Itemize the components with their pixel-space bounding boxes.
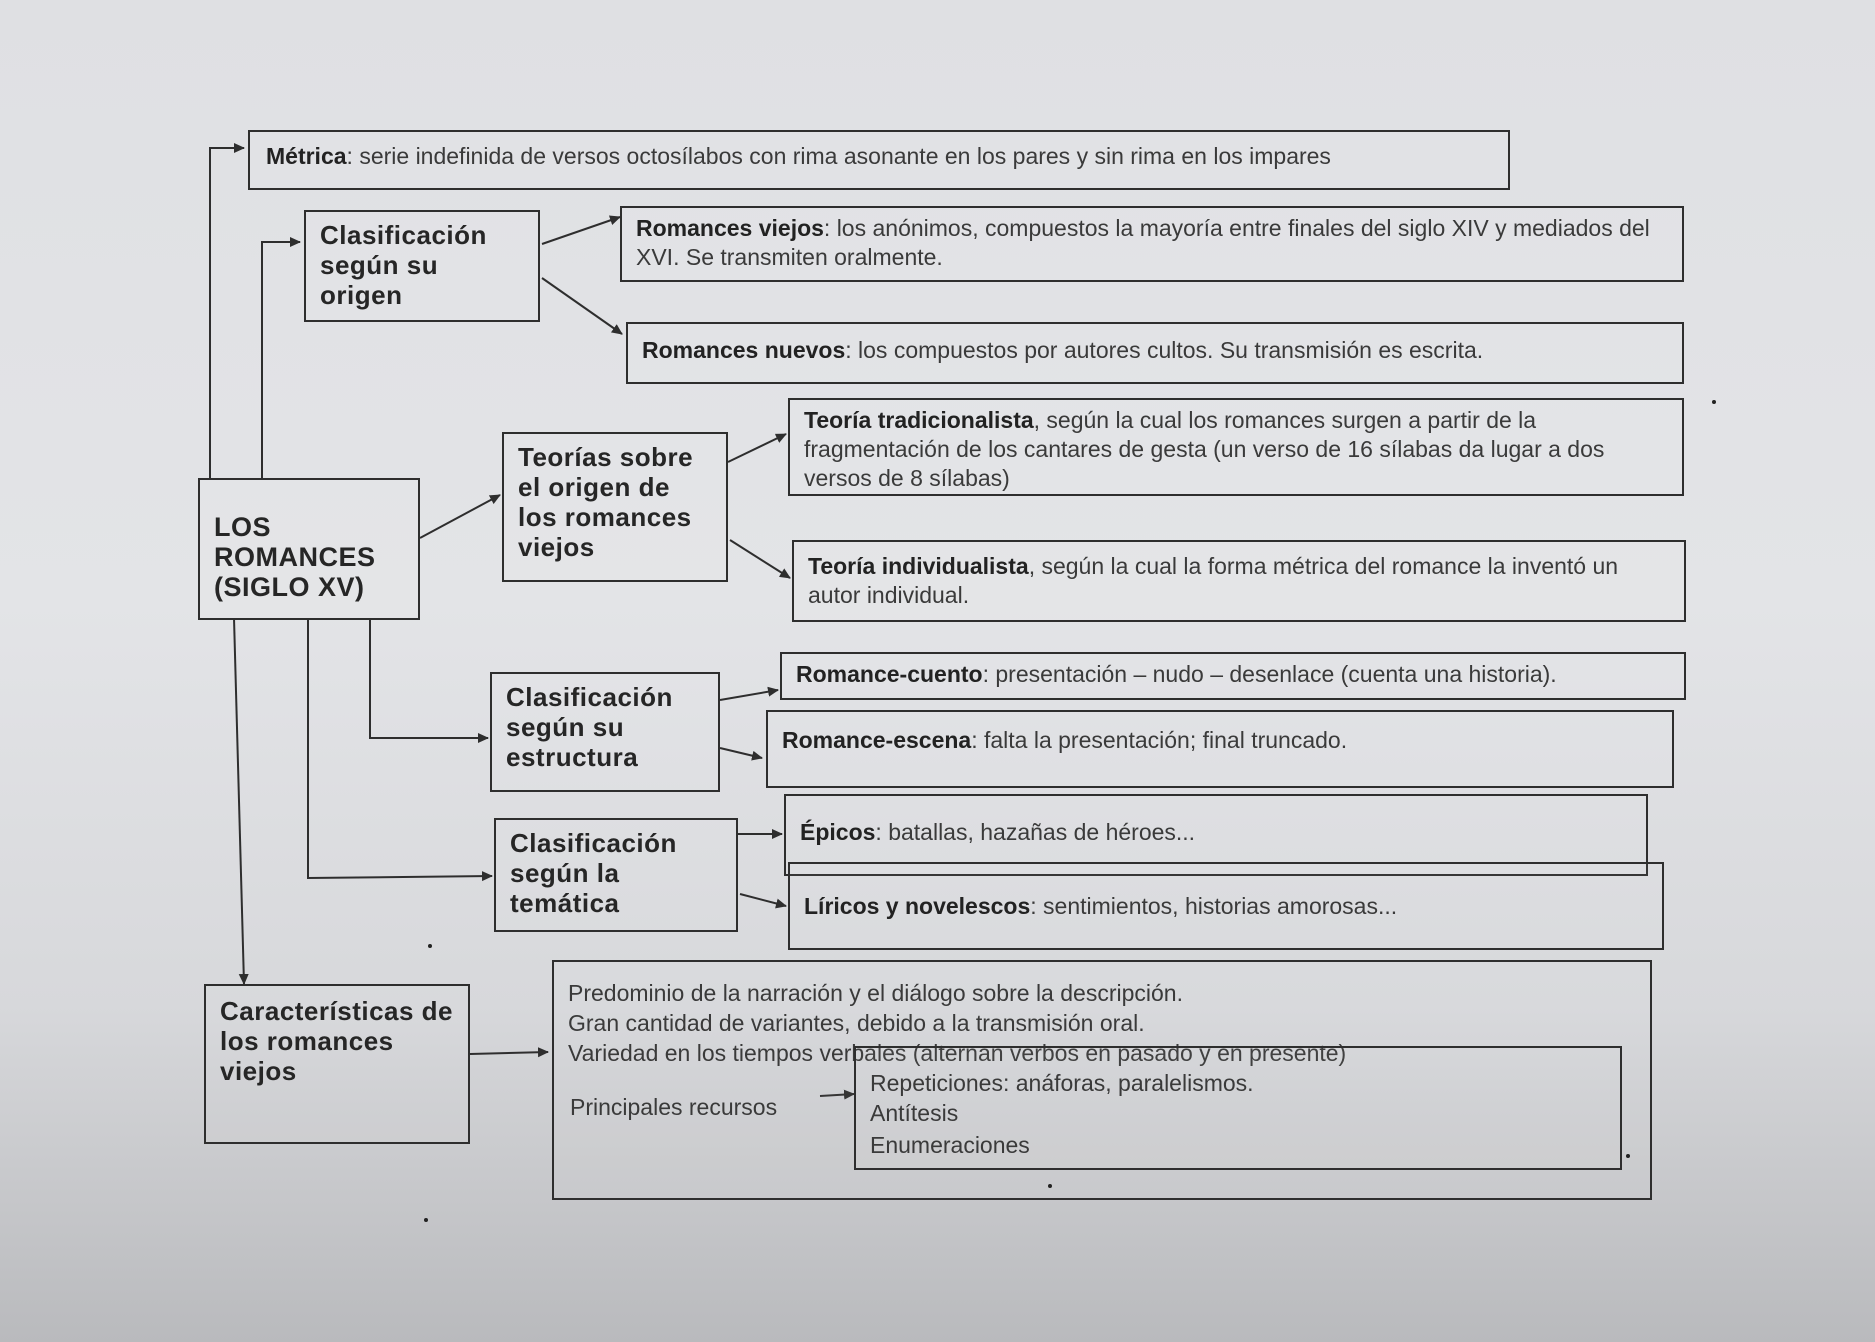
romance-cuento-text: : presentación – nudo – desenlace (cuenta una historia).	[982, 661, 1557, 687]
arrow-to-liricos	[740, 894, 786, 906]
arrow-to-caracteristicas-details	[470, 1052, 548, 1054]
arrow-to-origen	[262, 242, 300, 480]
paper-speck	[1712, 400, 1716, 404]
romance-escena-box	[766, 710, 1674, 788]
root-box	[198, 478, 420, 620]
teorias-title-box	[502, 432, 728, 582]
epicos-text: : batallas, hazañas de héroes...	[875, 819, 1196, 845]
recursos-label: Principales recursos	[570, 1094, 778, 1120]
metrica-box	[248, 130, 1510, 190]
paper-speck	[424, 1218, 428, 1222]
teorias-title: Teorías sobre el origen de los romances viejos	[518, 442, 694, 562]
romances-nuevos-term: Romances nuevos	[642, 337, 846, 363]
recurso-3: Enumeraciones	[870, 1132, 1030, 1158]
romances-viejos-box	[620, 206, 1684, 282]
origen-title: Clasificación según su origen	[320, 220, 487, 310]
recursos-box	[854, 1046, 1622, 1170]
arrow-to-tradicionalista	[728, 434, 786, 462]
arrow-to-tematica	[308, 618, 492, 878]
arrow-to-individualista	[730, 540, 790, 578]
romances-nuevos-box	[626, 322, 1684, 384]
teoria-tradicionalista-term: Teoría tradicionalista	[804, 407, 1034, 433]
origen-title-box	[304, 210, 540, 322]
romances-viejos-text: : los anónimos, compuestos la mayoría entre finales del siglo XIV y mediados del XVI. Se transmiten oralmente.	[636, 215, 1650, 270]
arrow-to-caracteristicas	[234, 618, 244, 984]
teoria-individualista-term: Teoría individualista	[808, 553, 1029, 579]
paper-speck	[428, 944, 432, 948]
romance-escena-term: Romance-escena	[782, 727, 972, 753]
liricos-term: Líricos y novelescos	[804, 893, 1031, 919]
root-title: LOS ROMANCES (SIGLO XV)	[214, 512, 376, 602]
estructura-title: Clasificación según su estructura	[506, 682, 673, 772]
teoria-tradicionalista-box	[788, 398, 1684, 496]
liricos-box	[788, 862, 1664, 950]
teoria-tradicionalista-text: , según la cual los romances surgen a partir de la fragmentación de los cantares de gesta (un verso de 16 sílabas da lugar a dos versos de 8 sílabas)	[804, 407, 1605, 491]
epicos-term: Épicos	[800, 819, 876, 845]
arrow-to-romances-viejos	[542, 217, 620, 244]
paper-speck	[1048, 1184, 1052, 1188]
romance-cuento-box	[780, 652, 1686, 700]
metrica-text: : serie indefinida de versos octosílabos con rima asonante en los pares y sin rima en los impares	[346, 143, 1331, 169]
recurso-1: Repeticiones: anáforas, paralelismos.	[870, 1070, 1254, 1096]
romance-cuento-term: Romance-cuento	[796, 661, 983, 687]
arrow-to-romance-cuento	[720, 690, 778, 700]
arrow-to-estructura	[370, 618, 488, 738]
romance-escena-text: : falta la presentación; final truncado.	[971, 727, 1348, 753]
tematica-title-box	[494, 818, 738, 932]
liricos-text: : sentimientos, historias amorosas...	[1030, 893, 1398, 919]
teoria-individualista-text: , según la cual la forma métrica del romance la inventó un autor individual.	[808, 553, 1619, 608]
caracteristica-line-2: Gran cantidad de variantes, debido a la transmisión oral.	[568, 1010, 1145, 1036]
estructura-title-box	[490, 672, 720, 792]
arrow-to-metrica	[210, 148, 244, 480]
tematica-title: Clasificación según la temática	[510, 828, 677, 918]
caracteristicas-title-box	[204, 984, 470, 1144]
paper-speck	[1626, 1154, 1630, 1158]
teoria-individualista-box	[792, 540, 1686, 622]
arrow-to-teorias	[420, 495, 500, 538]
romances-nuevos-text: : los compuestos por autores cultos. Su transmisión es escrita.	[845, 337, 1484, 363]
recurso-2: Antítesis	[870, 1100, 959, 1126]
caracteristicas-title: Características de los romances viejos	[220, 996, 454, 1086]
caracteristica-line-1: Predominio de la narración y el diálogo sobre la descripción.	[568, 980, 1183, 1006]
caracteristica-line-3: Variedad en los tiempos verbales (alternan verbos en pasado y en presente)	[568, 1040, 1347, 1066]
romances-viejos-term: Romances viejos	[636, 215, 824, 241]
metrica-term: Métrica	[266, 143, 347, 169]
arrow-to-romance-escena	[720, 748, 762, 758]
arrow-to-romances-nuevos	[542, 278, 622, 334]
